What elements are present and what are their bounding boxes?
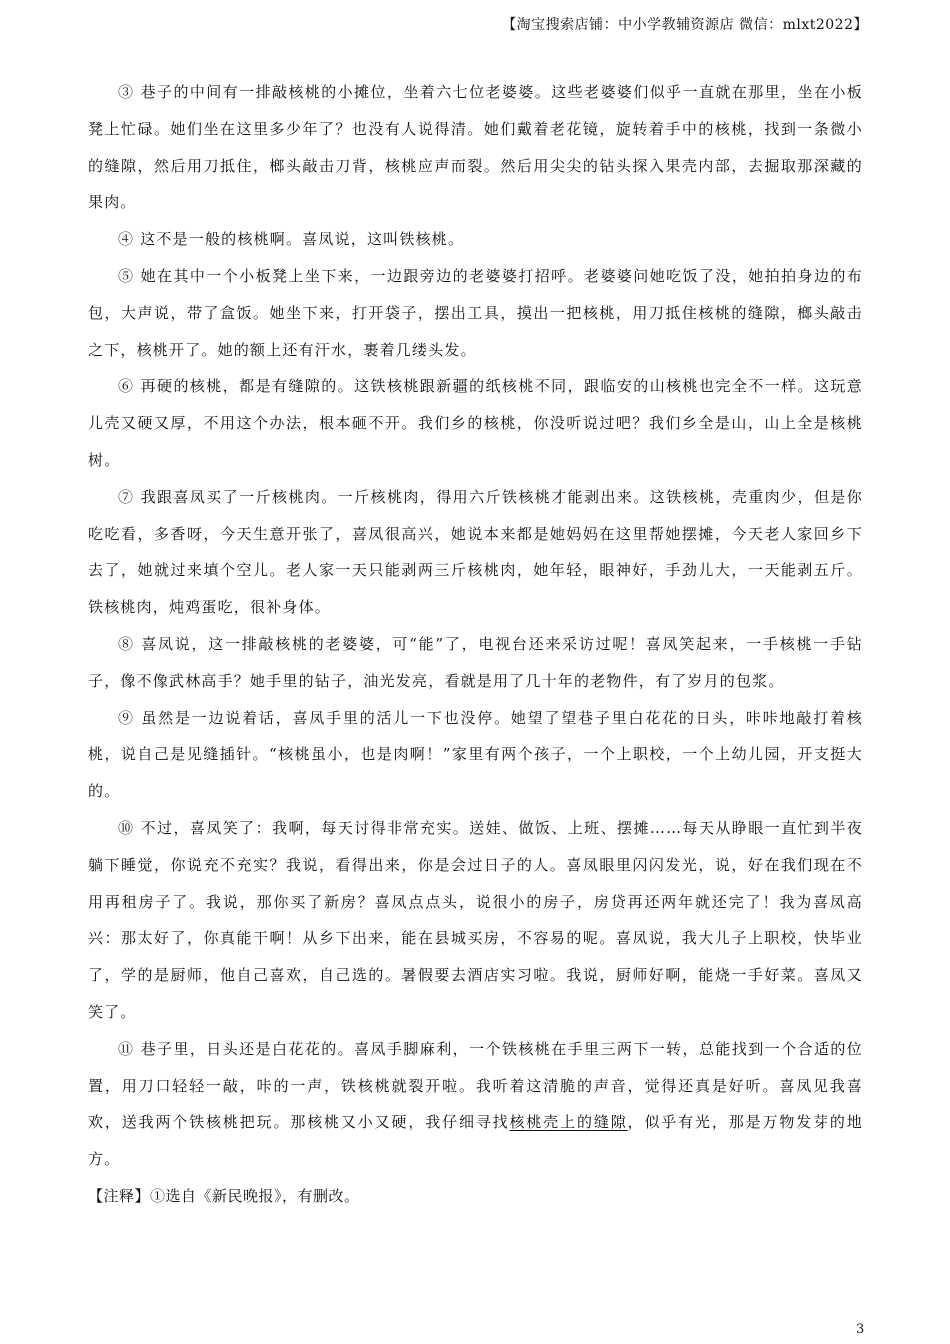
page-number: 3	[856, 1322, 865, 1337]
page-header: 【淘宝搜索店铺：中小学教辅资源店 微信：mlxt2022】	[502, 17, 868, 33]
paragraph-11-text-b: ，似乎有光，那是万物发芽的地方。	[88, 1113, 863, 1169]
paragraph-3: ③ 巷子的中间有一排敲核桃的小摊位，坐着六七位老婆婆。这些老婆婆们似乎一直就在那里，坐在小板凳上忙碌。她们坐在这里多少年了？也没有人说得清。她们戴着老花镜，旋转着手中的核桃，找到一条微小的缝隙，然后用刀抵住，榔头敲击刀背，核桃应声而裂。然后用尖尖的钻头探入果壳内部，去掘取那深藏的果肉。	[88, 83, 863, 212]
paragraph-6: ⑥ 再硬的核桃，都是有缝隙的。这铁核桃跟新疆的纸核桃不同，跟临安的山核桃也完全不一样。这玩意儿壳又硬又厚，不用这个办法，根本砸不开。我们乡的核桃，你没听说过吧？我们乡全是山，山上全是核桃树。	[88, 377, 863, 469]
annotation-note: 【注释】①选自《新民晚报》，有删改。	[88, 1186, 360, 1205]
paragraph-4: ④ 这不是一般的核桃啊。喜凤说，这叫铁核桃。	[118, 230, 465, 249]
paragraph-5: ⑤ 她在其中一个小板凳上坐下来，一边跟旁边的老婆婆打招呼。老婆婆问她吃饭了没，她拍拍身边的布包，大声说，带了盒饭。她坐下来，打开袋子，摆出工具，摸出一把核桃，用刀抵住核桃的缝隙，榔头敲击之下，核桃开了。她的额上还有汗水，裹着几缕头发。	[88, 266, 863, 359]
underlined-phrase: 核桃壳上的缝隙	[509, 1113, 628, 1132]
paragraph-11	[88, 1031, 863, 1178]
article-body	[88, 74, 863, 1215]
paragraph-10: ⑩ 不过，喜凤笑了：我啊，每天讨得非常充实。送娃、做饭、上班、摆摊……每天从睁眼一直忙到半夜躺下睡觉，你说充不充实？我说，看得出来，你是会过日子的人。喜凤眼里闪闪发光，说，好在我们现在不用再租房子了。我说，那你买了新房？喜凤点点头，说很小的房子，房贷再还两年就还完了！我为喜凤高兴：那太好了，你真能干啊！从乡下出来，能在县城买房，不容易的呢。喜凤说，我大儿子上职校，快毕业了，学的是厨师，他自己喜欢，自己选的。暑假要去酒店实习啦。我说，厨师好啊，能烧一手好菜。喜凤又笑了。	[88, 818, 863, 1021]
paragraph-9: ⑨ 虽然是一边说着话，喜凤手里的活儿一下也没停。她望了望巷子里白花花的日头，咔咔地敲打着核桃，说自己是见缝插针。“核桃虽小，也是肉啊！”家里有两个孩子，一个上职校，一个上幼儿园，开支挺大的。	[88, 708, 863, 801]
paragraph-8: ⑧ 喜凤说，这一排敲核桃的老婆婆，可“能”了，电视台还来采访过呢！喜凤笑起来，一手核桃一手钻子，像不像武林高手？她手里的钻子，油光发亮，看就是用了几十年的老物件，有了岁月的包浆。	[88, 634, 863, 690]
paragraph-7: ⑦ 我跟喜凤买了一斤核桃肉。一斤核桃肉，得用六斤铁核桃才能剥出来。这铁核桃，壳重肉少，但是你吃吃看，多香呀，今天生意开张了，喜凤很高兴，她说本来都是她妈妈在这里帮她摆摊，今天老人家回乡下去了，她就过来填个空儿。老人家一天只能剥两三斤核桃肉，她年轻，眼神好，手劲儿大，一天能剥五斤。铁核桃肉，炖鸡蛋吃，很补身体。	[88, 487, 863, 617]
paragraph-11-text-a: ⑪ 巷子里，日头还是白花花的。喜凤手脚麻利，一个铁核桃在手里三两下一转，总能找到一个合适的位置，用刀口轻轻一敲，咔的一声，铁核桃就裂开啦。我听着这清脆的声音，觉得还真是好听。喜凤见我喜欢，送我两个铁核桃把玩。那核桃又小又硬，我仔细寻找	[88, 1039, 863, 1132]
